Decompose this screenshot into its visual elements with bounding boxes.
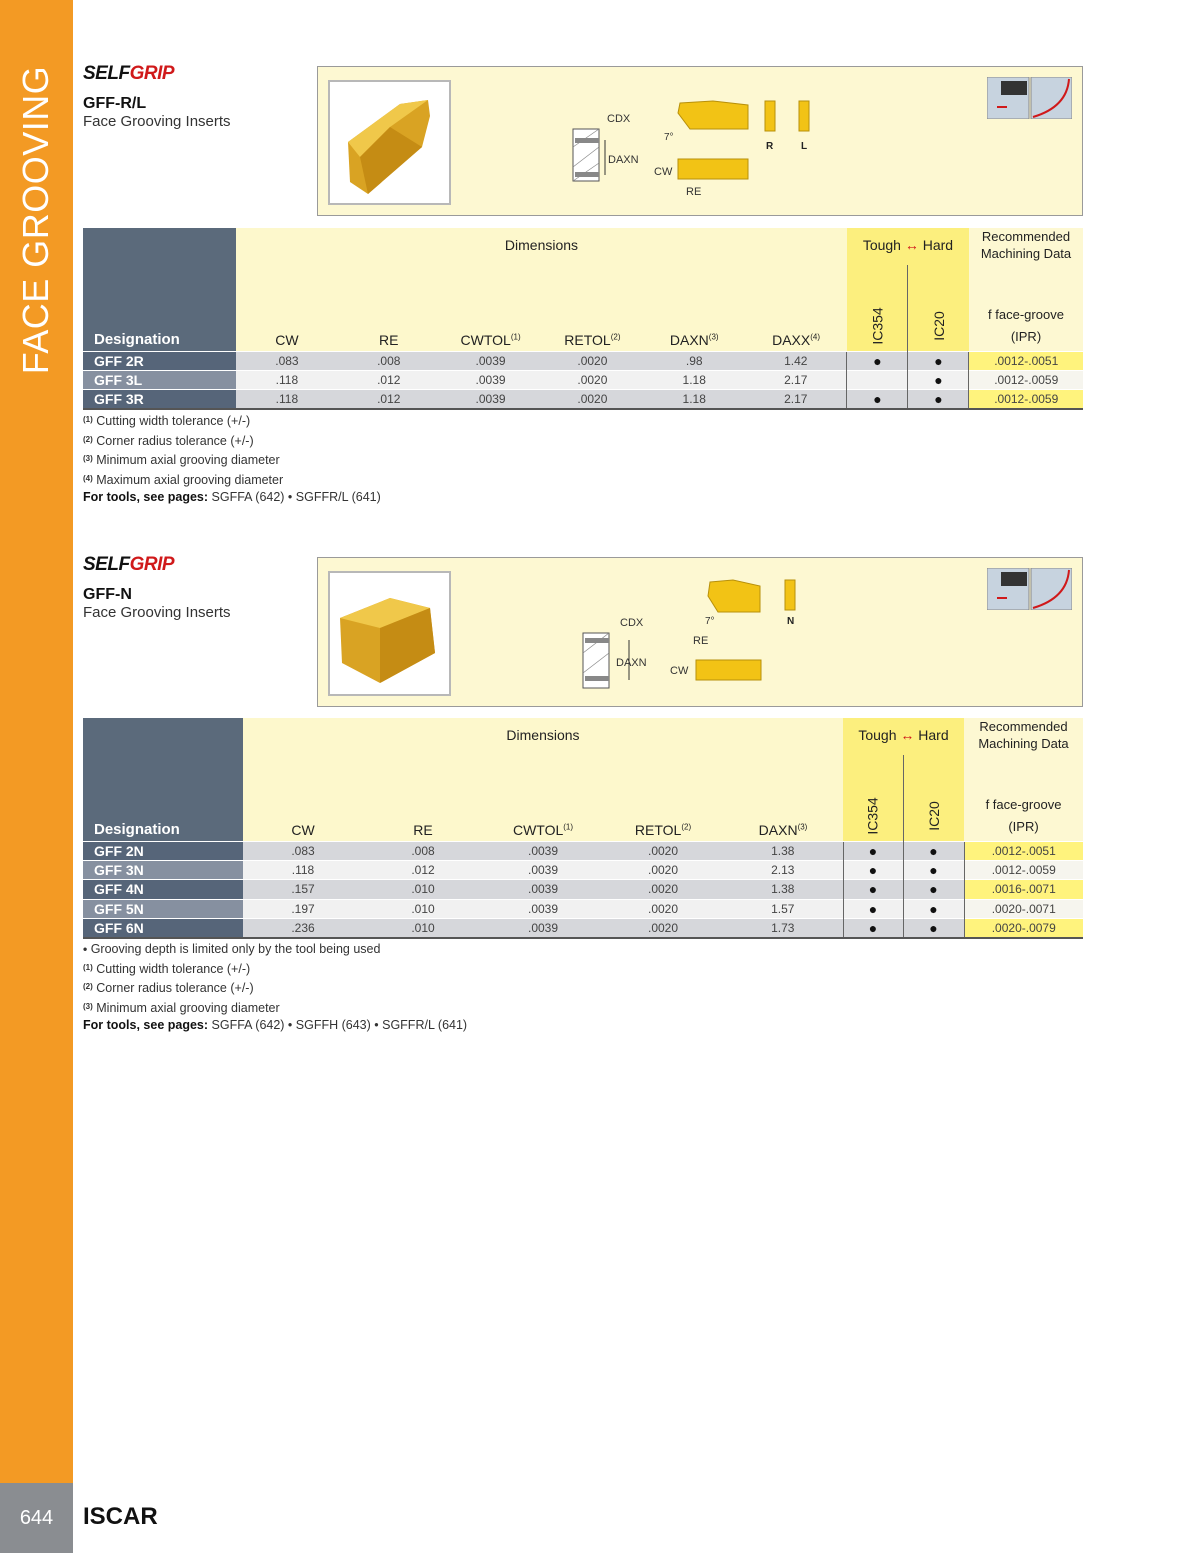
column-header: RE <box>363 755 483 841</box>
value-cell: .0020 <box>603 841 723 860</box>
value-cell: .0039 <box>483 841 603 860</box>
face-grooving-application-icon <box>987 568 1072 610</box>
value-cell: .236 <box>243 919 363 938</box>
value-cell: .118 <box>243 860 363 879</box>
value-cell: .0039 <box>483 899 603 918</box>
grade-availability-cell: ● <box>843 880 903 899</box>
designation-cell: GFF 2R <box>83 351 236 370</box>
tough-label: Tough <box>858 727 897 743</box>
tools-pages-link[interactable]: SGFFA (642) • SGFFH (643) • SGFFR/L (641) <box>211 1018 468 1032</box>
table-row <box>83 841 1083 860</box>
column-header: RE <box>338 265 440 351</box>
grade-header: IC20 <box>908 265 969 351</box>
label-hand-l: L <box>801 141 808 152</box>
value-cell: .0020 <box>541 370 643 389</box>
value-cell: .0020 <box>603 919 723 938</box>
rec-header-2: Machining Data <box>980 246 1072 261</box>
feed-cell: .0012-.0059 <box>964 860 1083 879</box>
grade-availability-cell: ● <box>843 919 903 938</box>
dimensions-header: Dimensions <box>243 718 843 755</box>
designation-cell: GFF 6N <box>83 919 243 938</box>
grade-availability-cell: ● <box>908 351 969 370</box>
grade-availability-cell: ● <box>843 899 903 918</box>
brand-logo: ISCAR <box>83 1503 158 1530</box>
label-cdx: CDX <box>607 113 631 125</box>
value-cell: 1.57 <box>723 899 843 918</box>
label-angle: 7° <box>664 132 674 143</box>
value-cell: .0020 <box>603 860 723 879</box>
column-header: CWTOL$^{(1)}$ <box>483 755 603 841</box>
value-cell: .197 <box>243 899 363 918</box>
toughness-scale <box>843 718 964 755</box>
dimensions-header: Dimensions <box>236 228 847 265</box>
face-grooving-application-icon <box>987 77 1072 119</box>
grade-header: IC20 <box>903 755 964 841</box>
value-cell: 1.73 <box>723 919 843 938</box>
footnotes <box>83 941 467 1035</box>
value-cell: .008 <box>338 351 440 370</box>
hard-label: Hard <box>922 237 954 253</box>
grade-availability-cell: ● <box>903 841 964 860</box>
grade-availability-cell <box>847 370 908 389</box>
feed-cell: .0012-.0051 <box>969 351 1083 370</box>
designation-cell: GFF 3L <box>83 370 236 389</box>
grade-availability-cell: ● <box>903 919 964 938</box>
value-cell: .010 <box>363 880 483 899</box>
logo-part2: GRIP <box>129 554 175 575</box>
grade-availability-cell: ● <box>903 899 964 918</box>
logo-part1: SELF <box>83 63 130 84</box>
grade-availability-cell: ● <box>843 860 903 879</box>
value-cell: .083 <box>243 841 363 860</box>
column-header: DAXN$^{(3)}$ <box>643 265 745 351</box>
value-cell: 1.18 <box>643 390 745 409</box>
grade-header: IC354 <box>843 755 903 841</box>
value-cell: .157 <box>243 880 363 899</box>
value-cell: .010 <box>363 899 483 918</box>
feed-cell: .0020-.0079 <box>964 919 1083 938</box>
value-cell: 2.17 <box>745 390 847 409</box>
product-table-gff-rl <box>83 228 1083 410</box>
footnote: $^{(1)}$ Cutting width tolerance (+/-) <box>83 961 251 976</box>
column-header: DAXX$^{(4)}$ <box>745 265 847 351</box>
grade-availability-cell: ● <box>843 841 903 860</box>
page-number: 644 <box>0 1483 73 1553</box>
value-cell: .0039 <box>483 860 603 879</box>
value-cell: 2.17 <box>745 370 847 389</box>
table-row <box>83 860 1083 879</box>
value-cell: .012 <box>338 370 440 389</box>
grade-availability-cell: ● <box>903 860 964 879</box>
label-cw: CW <box>654 166 673 178</box>
tools-reference: For tools, see pages: SGFFA (642) • SGFFH (643) • SGFFR/L (641) <box>83 1018 468 1032</box>
feed-cell: .0012-.0059 <box>969 390 1083 409</box>
feed-cell: .0016-.0071 <box>964 880 1083 899</box>
designation-cell: GFF 2N <box>83 841 243 860</box>
designation-cell: GFF 5N <box>83 899 243 918</box>
footnote: $^{(2)}$ Corner radius tolerance (+/-) <box>83 433 254 448</box>
feed-cell: .0012-.0059 <box>969 370 1083 389</box>
label-cdx: CDX <box>620 617 644 629</box>
feed-cell: .0012-.0051 <box>964 841 1083 860</box>
table-row <box>83 390 1083 409</box>
footnote: • Grooving depth is limited only by the tool being used <box>83 942 381 956</box>
value-cell: .118 <box>236 390 338 409</box>
section-title: FACE GROOVING <box>15 65 56 375</box>
rec-header-2: Machining Data <box>978 736 1069 751</box>
tough-label: Tough <box>862 237 901 253</box>
label-daxn: DAXN <box>616 657 647 669</box>
toughness-scale <box>847 228 969 265</box>
value-cell: 1.38 <box>723 841 843 860</box>
product-figure <box>317 557 1083 707</box>
value-cell: .0039 <box>483 880 603 899</box>
value-cell: .012 <box>338 390 440 409</box>
designation-cell: GFF 4N <box>83 880 243 899</box>
value-cell: 1.18 <box>643 370 745 389</box>
column-header: RETOL$^{(2)}$ <box>541 265 643 351</box>
label-cw: CW <box>670 665 689 677</box>
value-cell: .0039 <box>440 351 542 370</box>
logo-part1: SELF <box>83 554 130 575</box>
value-cell: 1.42 <box>745 351 847 370</box>
product-subtitle: Face Grooving Inserts <box>83 604 231 621</box>
tools-pages-link[interactable]: SGFFA (642) • SGFFR/L (641) <box>211 490 381 504</box>
value-cell: 1.38 <box>723 880 843 899</box>
value-cell: .010 <box>363 919 483 938</box>
footnote: $^{(3)}$ Minimum axial grooving diameter <box>83 1000 280 1015</box>
grade-availability-cell: ● <box>903 880 964 899</box>
dimension-diagram <box>318 67 1084 217</box>
label-hand-n: N <box>787 616 795 627</box>
column-header: CW <box>243 755 363 841</box>
product-figure <box>317 66 1083 216</box>
table-row <box>83 351 1083 370</box>
feed-unit: (IPR) <box>1008 818 1039 834</box>
grade-availability-cell: ● <box>908 390 969 409</box>
double-arrow-icon: ↔ <box>900 727 915 743</box>
grade-availability-cell: ● <box>908 370 969 389</box>
footnote: $^{(2)}$ Corner radius tolerance (+/-) <box>83 981 254 995</box>
grade-availability-cell: ● <box>847 351 908 370</box>
footnote: $^{(1)}$ Cutting width tolerance (+/-) <box>83 414 251 428</box>
designation-header: Designation <box>83 228 236 351</box>
column-header: DAXN$^{(3)}$ <box>723 755 843 841</box>
value-cell: .0020 <box>603 899 723 918</box>
table-row <box>83 899 1083 918</box>
grade-availability-cell: ● <box>847 390 908 409</box>
feed-unit: (IPR) <box>1010 328 1042 344</box>
value-cell: .0039 <box>440 390 542 409</box>
rec-header-1: Recommended <box>979 719 1068 734</box>
label-hand-r: R <box>766 141 774 152</box>
dimension-diagram <box>318 558 1084 708</box>
product-table-gff-n <box>83 718 1083 939</box>
value-cell: .0039 <box>440 370 542 389</box>
table-row <box>83 919 1083 938</box>
value-cell: .0020 <box>603 880 723 899</box>
value-cell: .012 <box>363 860 483 879</box>
tools-reference: For tools, see pages: SGFFA (642) • SGFFR/L (641) <box>83 490 381 504</box>
rec-header-1: Recommended <box>981 229 1071 244</box>
footnote: $^{(4)}$ Maximum axial grooving diameter <box>83 472 284 487</box>
table-row <box>83 370 1083 389</box>
column-header: CWTOL$^{(1)}$ <box>440 265 542 351</box>
value-cell: .0020 <box>541 390 643 409</box>
label-re: RE <box>693 635 709 647</box>
value-cell: .0039 <box>483 919 603 938</box>
value-cell: 2.13 <box>723 860 843 879</box>
feed-header: f face-groove <box>988 306 1064 322</box>
hard-label: Hard <box>918 727 949 743</box>
designation-cell: GFF 3R <box>83 390 236 409</box>
footnotes <box>83 411 381 507</box>
table-row <box>83 880 1083 899</box>
selfgrip-logo <box>83 554 174 576</box>
label-angle: 7° <box>705 616 715 627</box>
column-header: RETOL$^{(2)}$ <box>603 755 723 841</box>
product-subtitle: Face Grooving Inserts <box>83 113 231 130</box>
value-cell: .118 <box>236 370 338 389</box>
double-arrow-icon: ↔ <box>904 237 919 253</box>
column-header: CW <box>236 265 338 351</box>
label-re: RE <box>686 186 702 198</box>
grade-header: IC354 <box>847 265 908 351</box>
label-daxn: DAXN <box>608 154 639 166</box>
section-sidebar <box>0 0 73 1483</box>
selfgrip-logo <box>83 63 174 85</box>
value-cell: .083 <box>236 351 338 370</box>
feed-cell: .0020-.0071 <box>964 899 1083 918</box>
product-title: GFF-R/L <box>83 95 147 112</box>
feed-header: f face-groove <box>985 796 1062 812</box>
logo-part2: GRIP <box>129 63 175 84</box>
product-title: GFF-N <box>83 586 132 603</box>
designation-header: Designation <box>83 718 243 841</box>
designation-cell: GFF 3N <box>83 860 243 879</box>
value-cell: .98 <box>643 351 745 370</box>
value-cell: .0020 <box>541 351 643 370</box>
value-cell: .008 <box>363 841 483 860</box>
footnote: $^{(3)}$ Minimum axial grooving diameter <box>83 453 280 467</box>
